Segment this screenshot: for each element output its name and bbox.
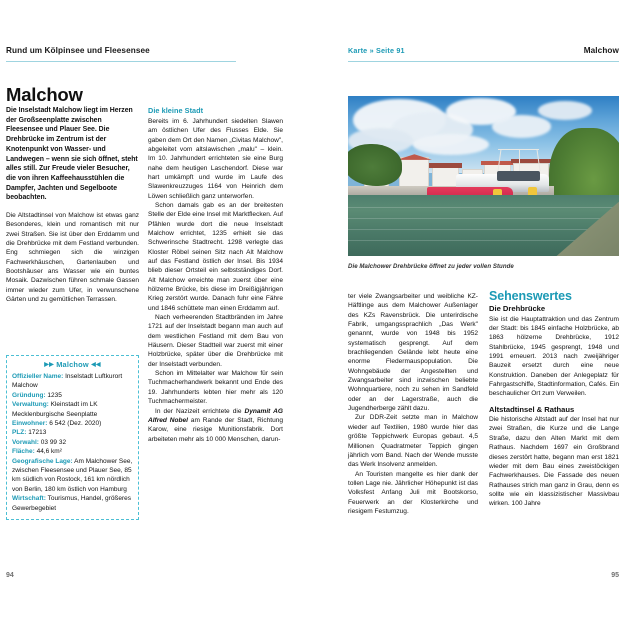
section-heading-die-kleine-stadt: Die kleine Stadt [148,106,204,115]
mast-line [537,149,541,171]
page-title: Malchow [6,84,83,106]
photo-illustration [348,96,619,256]
fact-row [12,428,133,437]
boat-cabin [497,171,540,181]
fact-value: 03 99 32 [40,438,67,446]
ripple [348,207,619,208]
map-reference-link[interactable]: Karte » Seite 91 [348,46,405,55]
fact-value: Am Malchower See, zwischen Fleesensee und Plauer See, 85 km südlich von Rostock, 161 km nördlich von Berlin, 180 km östlich von Hamburg [12,457,133,493]
cloud [538,101,592,120]
fact-value: 1235 [47,391,62,399]
column-three [348,292,478,516]
paragraph: Schon damals gab es an der breitesten Stelle der Elde eine Insel mit Marktflecken. Auf Pfählen wurde dort die neue Inselstadt Malchow errichtet, 1235 erhielt sie das Schwerinsche Stadtrecht. 1298 verlegte das Kloster Röbel seinen Sitz nach Alt Malchow auf das Festland östlich der Insel. Bis 1934 blieb dieser Ortsteil ein selbstständiges Dorf. Alt Malchow erreichte man zuerst über eine hölzerne Brücke, bis diese im Dreißigjährigen Krieg zerstört wurde. Danach fuhr eine Fähre und 1846 schüttete man einen Erddamm auf. [148,201,284,312]
lead-paragraph: Die Inselstadt Malchow liegt im Herzen der Großseenplatte zwischen Fleesensee und Plauer See. Die Drehbrücke im Zentrum ist der Knotenpunkt von Wasser- und Landwegen – wenn sie sich öffnet, steht alles still. Zur Freude vieler Besucher, die von ihren Kaffeehausstühlen die Dampfer, Jachten und Segelboote beobachten. [6,107,138,202]
paragraph: ter viele Zwangsarbeiter und weibliche KZ-Häftlinge aus dem Malchower Außenlager des KZs Ravensbrück. Die unterirdische Fabrik, umgangssprachlich „Das Werk" genannt, wurde von 1948 bis 1952 systematisch gesprengt. Auf dem brachliegenden Gelände lebt heute eine enorme Fledermauspopulation. Die Wohngebäude der Angestellten und Zwangsarbeiter sind inzwischen beliebte Wohnquartiere, noch zu sehen im Sandfeld oder an der Lagerstraße, auch die Jugendherberge zählt dazu. [348,293,478,413]
fact-row [12,372,133,391]
fact-key: PLZ: [12,429,27,437]
fact-value: 6 542 (Dez. 2020) [49,420,102,428]
paragraph-nazizeit [148,407,283,444]
fact-row [12,419,133,428]
fact-row [12,457,133,495]
column-one [6,106,139,304]
right-arrow-icon: ◀◀ [91,362,101,368]
paragraph: Bereits im 6. Jahrhundert siedelten Slawen am östlichen Ufer des Flusses Elde. Sie gaben dem Ort den Namen „Civitas Malchow", abgeleitet vom altslawischen „malu" – klein. Im 10. Jahrhundert errichteten sie eine Burg nahe dem heutigen Laschendorf. Diese war hart umkämpft und wurde im Laufe des Slawenkreuzzuges 1164 von Heinrich dem Löwen schließlich ganz unterworfen. [148,117,283,200]
fact-key: Offizieller Name: [12,373,64,380]
ripple [348,218,619,219]
entry-text-drehbruecke: Sie ist die Hauptattraktion und das Zentrum der Stadt: bis 1845 einfache Holzbrücke, ab 1863 hölzerne Drehbrücke, 1912 Stahlbrücke, 1945 gesprengt, 1948 und 1991 erneuert. 2013 nach zweijähriger Bauzeit ersetzt durch eine neue Konstruktion. Daneben der Anlegeplatz für Fahrgastschiffe, Stadtinformation, Cafés. Ein beschaulicher Ort zum Verweilen. [489,315,619,398]
city-facts-box [6,355,139,520]
running-head-left: Rund um Kölpinsee und Fleesensee [6,46,150,55]
building [399,157,429,189]
fact-key: Wirtschaft: [12,495,46,503]
city-facts-list [12,372,133,513]
fact-row [12,400,133,419]
fact-value: Tourismus, Handel, größeres Gewerbegebiet [12,495,132,512]
fact-row [12,447,133,456]
fact-row [12,391,133,400]
page-number-left: 94 [6,572,14,579]
fact-value: 44,6 km² [36,448,62,456]
fact-row [12,494,133,513]
tree-left [348,144,402,186]
paragraph: An Touristen mangelte es hier dank der tollen Lage nie. Jährlicher Höhepunkt ist das Volksfest Anfang Juli mit Bootskorso, Feuerwerk an der Klosterkirche und riesigem Festumzug. [348,470,478,515]
fact-key: Geografische Lage: [12,457,73,465]
running-head-rule-right [348,61,619,62]
fact-key: Verwaltung: [12,401,49,409]
fact-value: Kleinstadt im LK Mecklenburgische Seenplatte [12,401,98,418]
fact-key: Gründung: [12,391,46,399]
swing-bridge-mast [494,149,543,171]
entry-title-altstadtinsel-rathaus: Altstadtinsel & Rathaus [489,404,575,414]
hero-photo [348,96,619,256]
city-facts-box-title-text: Malchow [56,360,89,369]
roof [429,163,462,167]
paragraph-prefix: In der Nazizeit errichtete die [155,407,245,415]
column-two [148,106,283,444]
running-head-rule-left [6,61,236,62]
paragraph: Zur DDR-Zeit setzte man in Malchow wieder auf Textilien, 1980 wurde hier das größte Teppichwerk Europas gebaut. 4,5 Millionen Quadratmeter Teppich gingen jährlich vom Band. Nach der Wende musste das Werk Insolvenz anmelden. [348,414,478,469]
left-arrow-icon: ▶▶ [44,362,54,368]
photo-caption: Die Malchower Drehbrücke öffnet zu jeder vollen Stunde [348,263,514,270]
page-number-right: 95 [611,572,619,579]
fact-value: 17213 [28,429,47,437]
paragraph: Nach verheerenden Stadtbränden im Jahre 1721 auf der Inselstadt begann man auch auf dem westlichen Festland mit dem Bau von Häusern. Dieser Stadtteil war zuerst mit einer Holzbrücke, später über die Drehbrücke mit der Inselstadt verbunden. [148,314,283,368]
fact-key: Vorwahl: [12,438,39,446]
company-name-italic: Dynamit AG Alfred Nobel [148,407,283,424]
paragraph-suffix: am Rande der Stadt, Richtung Karow, eine riesige Munitionsfabrik. Dort arbeiteten mehr als 10 000 Menschen, darun- [148,416,283,443]
fact-key: Fläche: [12,448,35,456]
cloud [492,115,552,137]
running-head-right: Malchow [583,46,619,55]
ripple [348,229,619,230]
column-one-body: Die Altstadtinsel von Malchow ist etwas ganz Besonderes, klein und romantisch mit nur zwei Straßen. Sie ist über den Erddamm und die Drehbrücke mit dem Festland verbunden. Eng schmiegen sich die winzigen Fachwerkhäuschen, Gartenlauben und Bootshäuser ans Wasser wie ein buntes Mosaik. Dazwischen führen schmale Gassen immer wieder zum Ufer, in verwunschene Gärten und zu gemütlichen Terrassen. [6,212,139,304]
column-four [489,289,619,509]
mast-line [519,149,520,171]
fact-row [12,438,133,447]
entry-text-altstadtinsel-rathaus: Die historische Altstadt auf der Insel hat nur zwei Straßen, die Kurze und die Lange Straße, dazu den Alten Markt mit dem Rathaus. Nachdem 1697 ein Großbrand dieses zerstört hatte, begann man erst 1821 wieder mit dem Bau eines zweistöckigen Fachwerkhauses. Die Fassade des neuen Rathauses strich man ganz in Grau, denn es sollte wie ein klassizistischer Massivbau wirken. 100 Jahre [489,416,619,508]
paragraph: Schon im Mittelalter war Malchow für sein Tuchmacherhandwerk bekannt und Ende des 19. Jahrhunderts lebten hier mehr als 120 Tuchmachermeister. [148,370,283,406]
mast-line [498,149,539,150]
section-heading-sehenswertes: Sehenswertes [489,289,572,303]
fact-key: Einwohner: [12,420,48,428]
fact-value: Inselstadt Luftkurort Malchow [12,373,123,390]
entry-title-drehbruecke: Die Drehbrücke [489,304,546,314]
mast-line [498,149,502,171]
city-facts-box-title [12,360,133,369]
